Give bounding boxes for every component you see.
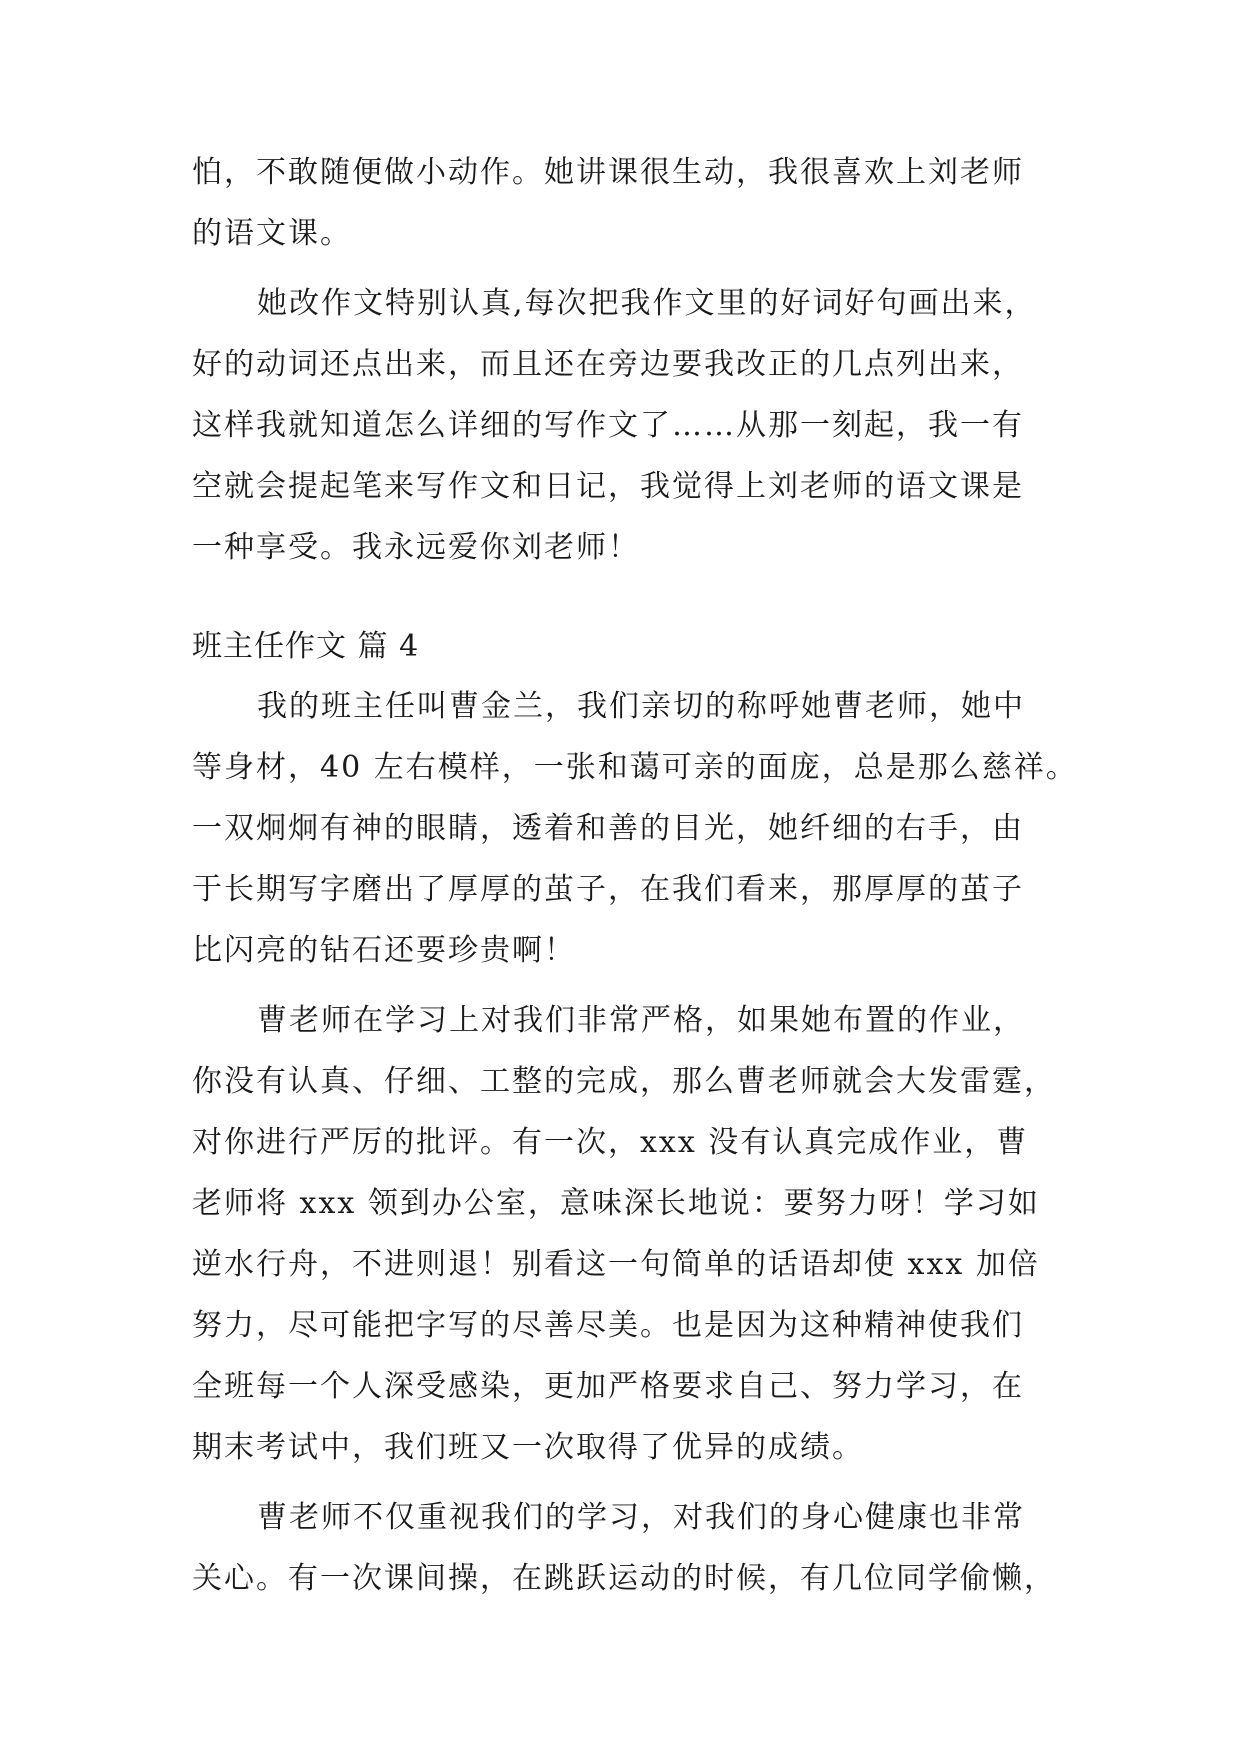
text-line: 怕，不敢随便做小动作。她讲课很生动，我很喜欢上刘老师 xyxy=(192,155,1024,190)
text-line: 的语文课。 xyxy=(192,216,352,251)
text-line: 努力，尽可能把字写的尽善尽美。也是因为这种精神使我们 xyxy=(192,1308,1024,1343)
paragraph-start-line: 她改作文特别认真,每次把我作文里的好词好句画出来， xyxy=(257,286,1037,321)
text-line: 这样我就知道怎么详细的写作文了……从那一刻起，我一有 xyxy=(192,408,1024,443)
text-line: 比闪亮的钻石还要珍贵啊！ xyxy=(192,933,576,968)
paragraph-start-line: 我的班主任叫曹金兰，我们亲切的称呼她曹老师，她中 xyxy=(257,689,1025,724)
text-line: 于长期写字磨出了厚厚的茧子，在我们看来，那厚厚的茧子 xyxy=(192,872,1024,907)
paragraph-start-line: 曹老师在学习上对我们非常严格，如果她布置的作业， xyxy=(257,1003,1025,1038)
text-line: 全班每一个人深受感染，更加严格要求自己、努力学习，在 xyxy=(192,1369,1024,1404)
text-line: 空就会提起笔来写作文和日记，我觉得上刘老师的语文课是 xyxy=(192,469,1024,504)
text-line: 一双炯炯有神的眼睛，透着和善的目光，她纤细的右手，由 xyxy=(192,811,1024,846)
text-line: 老师将 xxx 领到办公室，意味深长地说：要努力呀！学习如 xyxy=(192,1186,1040,1221)
text-line: 期末考试中，我们班又一次取得了优异的成绩。 xyxy=(192,1430,864,1465)
section-heading: 班主任作文 篇 4 xyxy=(192,629,420,664)
text-line: 等身材，40 左右模样，一张和蔼可亲的面庞，总是那么慈祥。 xyxy=(192,750,1078,785)
text-line: 关心。有一次课间操，在跳跃运动的时候，有几位同学偷懒， xyxy=(192,1561,1056,1596)
text-line: 逆水行舟，不进则退！别看这一句简单的话语却使 xxx 加倍 xyxy=(192,1247,1040,1282)
text-line: 对你进行严厉的批评。有一次，xxx 没有认真完成作业，曹 xyxy=(192,1125,1029,1160)
text-line: 你没有认真、仔细、工整的完成，那么曹老师就会大发雷霆， xyxy=(192,1064,1056,1099)
text-line: 好的动词还点出来，而且还在旁边要我改正的几点列出来， xyxy=(192,347,1024,382)
text-line: 一种享受。我永远爱你刘老师！ xyxy=(192,530,640,565)
paragraph-start-line: 曹老师不仅重视我们的学习，对我们的身心健康也非常 xyxy=(257,1500,1025,1535)
